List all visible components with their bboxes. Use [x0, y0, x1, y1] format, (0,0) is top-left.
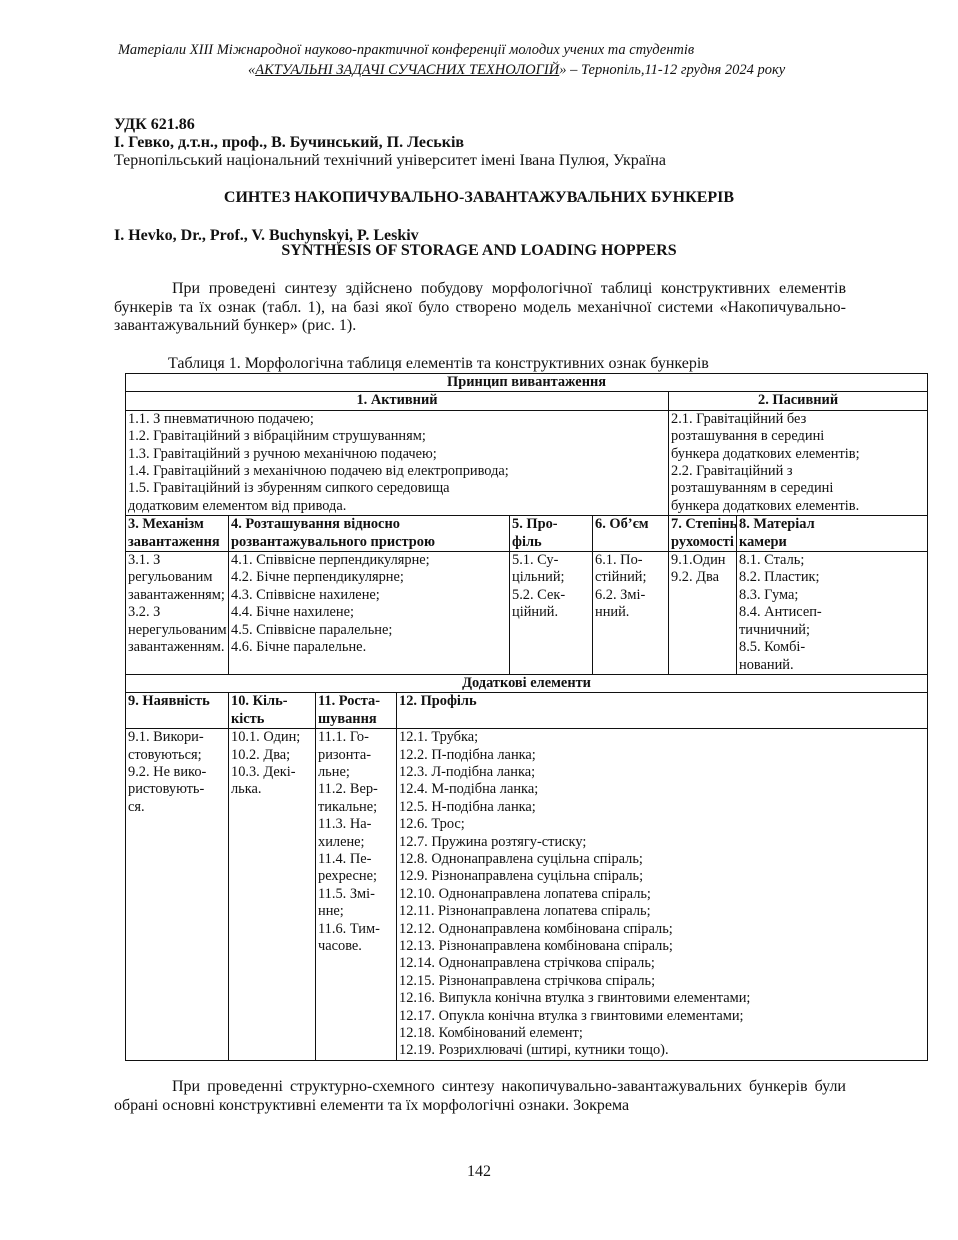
title-ua: СИНТЕЗ НАКОПИЧУВАЛЬНО-ЗАВАНТАЖУВАЛЬНИХ БУНКЕРІВ	[223, 189, 735, 206]
cell-line: 4.5. Співвісне паралельне;	[231, 621, 393, 638]
header-volume	[593, 516, 669, 552]
cell-line: 12.8. Однонаправлена суцільна спіраль;	[399, 850, 643, 867]
cell-line: розвантажувального пристрою	[231, 533, 435, 550]
cell-line: 4. Розташування відносно	[231, 516, 400, 533]
cell-line: 12.7. Пружина розтягу-стиску;	[399, 833, 587, 850]
header-location	[229, 516, 510, 552]
cell-line: завантаженням;	[128, 586, 225, 603]
cell-line: 1.4. Гравітаційний з механічною подачею від електропривода;	[128, 463, 509, 480]
cell-line: 9. Наявність	[128, 693, 210, 710]
cell-line: 12.11. Різнонаправлена лопатева спіраль;	[399, 903, 651, 920]
cell-line: 8.4. Антисеп-	[739, 604, 822, 621]
cell-line: 4.6. Бічне паралельне.	[231, 639, 367, 656]
outro-paragraph	[114, 1078, 846, 1115]
cell-line: ризонта-	[318, 746, 372, 763]
cell-line: 3. Механізм	[128, 516, 204, 533]
cell-line: ристовують-	[128, 781, 205, 798]
cell-line: додатковим елементом від привода.	[128, 497, 347, 514]
cell-line: 3.2. З	[128, 604, 161, 621]
section-additional-elements: Додаткові елементи	[126, 674, 928, 692]
header-profile	[510, 516, 593, 552]
cell-line: ційний.	[512, 604, 559, 621]
cell-line: 3.1. З	[128, 552, 161, 569]
cell-line: кість	[231, 710, 265, 727]
cell-line: 6. Об’єм	[595, 516, 649, 533]
cell-line: льне;	[318, 763, 350, 780]
cell-line: 11.5. Змі-	[318, 885, 375, 902]
cell-line: рехресне;	[318, 868, 378, 885]
cell-line: 6.1. По-	[595, 552, 643, 569]
section-unloading-principle: Принцип вивантаження	[126, 374, 928, 392]
cell-line: 5.2. Сек-	[512, 586, 566, 603]
running-header-line2	[248, 62, 785, 79]
cell-line: 12.18. Комбінований елемент;	[399, 1025, 583, 1042]
page-number: 142	[467, 1163, 491, 1180]
cell-line: 12.17. Опукла конічна втулка з гвинтовими елементами;	[399, 1007, 744, 1024]
cell-line: камери	[739, 533, 787, 550]
cell-line: 12.5. Н-подібна ланка;	[399, 798, 536, 815]
authors-ua: І. Гевко, д.т.н., проф., В. Бучинський, П. Леськів	[114, 134, 465, 151]
active-items	[126, 410, 669, 515]
header-prefix: «	[248, 62, 256, 78]
cell-line: 4.2. Бічне перпендикулярне;	[231, 569, 404, 586]
cell-line: 8.5. Комбі-	[739, 639, 806, 656]
cell-line: 11. Роста-	[318, 693, 381, 710]
cell-line: завантаженням.	[128, 639, 225, 656]
mobility-items	[669, 552, 737, 675]
cell-line: 12.13. Різнонаправлена комбінована спіраль;	[399, 938, 673, 954]
quantity-items	[229, 729, 316, 1061]
cell-line: бункера додаткових елементів.	[671, 497, 860, 514]
header-mobility	[669, 516, 737, 552]
cell-line: 10.1. Один;	[231, 729, 301, 746]
header-loading-mechanism	[126, 516, 229, 552]
profile-items	[510, 552, 593, 675]
placement-items	[316, 729, 397, 1061]
cell-line: лька.	[231, 781, 262, 798]
cell-line: стійний;	[595, 569, 647, 586]
section-row-unloading	[126, 374, 928, 392]
header-profile-12	[397, 693, 928, 729]
cell-line: 8.1. Сталь;	[739, 552, 805, 569]
cell-line: 4.1. Співвісне перпендикулярне;	[231, 552, 430, 569]
header-suffix: » – Тернопіль,11-12 грудня 2024 року	[559, 62, 786, 78]
cell-line: 6.2. Змі-	[595, 586, 646, 603]
cell-line: 12.12. Однонаправлена комбінована спіраль;	[399, 920, 673, 937]
cell-line: 1.2. Гравітаційний з вібраційним струшуванням;	[128, 428, 426, 445]
cell-line: 1.1. З пневматичною подачею;	[128, 410, 314, 427]
cell-line: 1.3. Гравітаційний з ручною механічною подачею;	[128, 445, 437, 462]
cell-line: 10.2. Два;	[231, 746, 291, 763]
header-material	[737, 516, 928, 552]
cell-line: 11.4. Пе-	[318, 850, 372, 867]
header-conference-name: АКТУАЛЬНІ ЗАДАЧІ СУЧАСНИХ ТЕХНОЛОГІЙ	[255, 62, 560, 78]
header-quantity	[229, 693, 316, 729]
intro-text: При проведені синтезу здійснено побудову морфологічної таблиці конструктивних елементів бункерів та їх ознак (табл. 1), на базі якої було створено модель механічної системи «Накопичувально-завантажувальний бункер» (рис. 1).	[114, 280, 846, 334]
cell-line: часове.	[318, 938, 362, 954]
cell-line: 12.16. Випукла конічна втулка з гвинтовими елементами;	[399, 990, 751, 1007]
cell-line: бункера додаткових елементів;	[671, 445, 860, 462]
cell-line: 12.1. Трубка;	[399, 729, 479, 746]
additional-items-row	[126, 729, 928, 1061]
passive-items	[669, 410, 928, 515]
cell-line: 12.3. Л-подібна ланка;	[399, 763, 536, 780]
profile-items-12	[397, 729, 928, 1061]
location-items	[229, 552, 510, 675]
cell-line: регульованим	[128, 569, 213, 586]
cell-line: стовуються;	[128, 746, 202, 763]
cell-line: 2.2. Гравітаційний з	[671, 463, 793, 480]
cell-line: 12.9. Різнонаправлена суцільна спіраль;	[399, 868, 644, 885]
cell-line: 4.4. Бічне нахилене;	[231, 604, 355, 621]
table-caption: Таблиця 1. Морфологічна таблиця елементів та конструктивних ознак бункерів	[168, 355, 709, 372]
cell-line: хилене;	[318, 833, 365, 850]
cell-line: 7. Степінь	[671, 516, 738, 533]
cell-line: нерегульованим	[128, 621, 227, 638]
cell-line: 4.3. Співвісне нахилене;	[231, 586, 380, 603]
cell-line: 12.6. Трос;	[399, 816, 465, 833]
cell-line: ся.	[128, 798, 145, 815]
cell-line: 12.10. Однонаправлена лопатева спіраль;	[399, 885, 651, 902]
cell-line: нний.	[595, 604, 630, 621]
cell-line: 1.5. Гравітаційний із збуренням сипкого середовища	[128, 480, 450, 497]
header-placement	[316, 693, 397, 729]
cell-line: завантаження	[128, 533, 220, 550]
cell-line: цільний;	[512, 569, 565, 586]
cell-line: 10.3. Декі-	[231, 763, 296, 780]
cell-line: 2.1. Гравітаційний без	[671, 410, 807, 427]
cell-line: рухомості	[671, 533, 734, 550]
additional-header-row	[126, 693, 928, 729]
cell-line: 10. Кіль-	[231, 693, 288, 710]
cell-line: 11.2. Вер-	[318, 781, 378, 798]
cell-line: 8.3. Гума;	[739, 586, 799, 603]
cell-line: 9.1. Викори-	[128, 729, 204, 746]
cell-line: 12.15. Різнонаправлена стрічкова спіраль;	[399, 972, 656, 989]
cell-line: 12. Профіль	[399, 693, 477, 710]
outro-text: При проведенні структурно-схемного синтезу накопичувально-завантажувальних бункерів були обрані основні конструктивні елементи та їх морфологічні ознаки. Зокрема	[114, 1078, 846, 1114]
mechanism-header-row	[126, 516, 928, 552]
cell-line: філь	[512, 533, 542, 550]
cell-line: тичничний;	[739, 621, 810, 638]
cell-line: 11.1. Го-	[318, 729, 369, 746]
morphological-table	[125, 373, 928, 1061]
institution: Тернопільський національний технічний університет імені Івана Пулюя, Україна	[114, 152, 666, 169]
volume-items	[593, 552, 669, 675]
type-items-row	[126, 410, 928, 515]
running-header-line1: Матеріали XIII Міжнародної науково-практичної конференції молодих учених та студентів	[118, 42, 695, 58]
cell-line: тикальне;	[318, 798, 378, 815]
cell-line: 8. Матеріал	[739, 516, 815, 533]
cell-line: 9.2. Не вико-	[128, 763, 207, 780]
cell-line: нне;	[318, 903, 344, 920]
header-presence	[126, 693, 229, 729]
cell-line: розташуванням в середині	[671, 480, 834, 497]
cell-line: 11.6. Тим-	[318, 920, 380, 937]
cell-line: 12.4. М-подібна ланка;	[399, 781, 539, 798]
active-header: 1. Активний	[126, 392, 669, 410]
cell-line: нований.	[739, 656, 794, 673]
cell-line: 12.19. Розрихлювачі (штирі, кутники тощо).	[399, 1042, 669, 1059]
presence-items	[126, 729, 229, 1061]
loading-mechanism-items	[126, 552, 229, 675]
passive-header: 2. Пасивний	[669, 392, 928, 410]
cell-line: розташування в середині	[671, 428, 825, 445]
cell-line: 11.3. На-	[318, 816, 372, 833]
cell-line: 9.2. Два	[671, 569, 719, 586]
type-header-row	[126, 392, 928, 410]
cell-line: 5. Про-	[512, 516, 558, 533]
title-en: SYNTHESIS OF STORAGE AND LOADING HOPPERS	[281, 242, 677, 259]
section-row-additional	[126, 674, 928, 692]
cell-line: 9.1.Один	[671, 552, 726, 569]
mechanism-items-row	[126, 552, 928, 675]
material-items	[737, 552, 928, 675]
cell-line: 8.2. Пластик;	[739, 569, 820, 586]
udk-code: УДК 621.86	[114, 116, 195, 133]
cell-line: 12.14. Однонаправлена стрічкова спіраль;	[399, 955, 655, 972]
cell-line: шування	[318, 710, 377, 727]
authors-en: I. Hevko, Dr., Prof., V. Buchynskyi, P. Leskiv	[114, 227, 419, 244]
intro-paragraph	[114, 280, 846, 336]
cell-line: 5.1. Су-	[512, 552, 559, 569]
cell-line: 12.2. П-подібна ланка;	[399, 746, 536, 763]
